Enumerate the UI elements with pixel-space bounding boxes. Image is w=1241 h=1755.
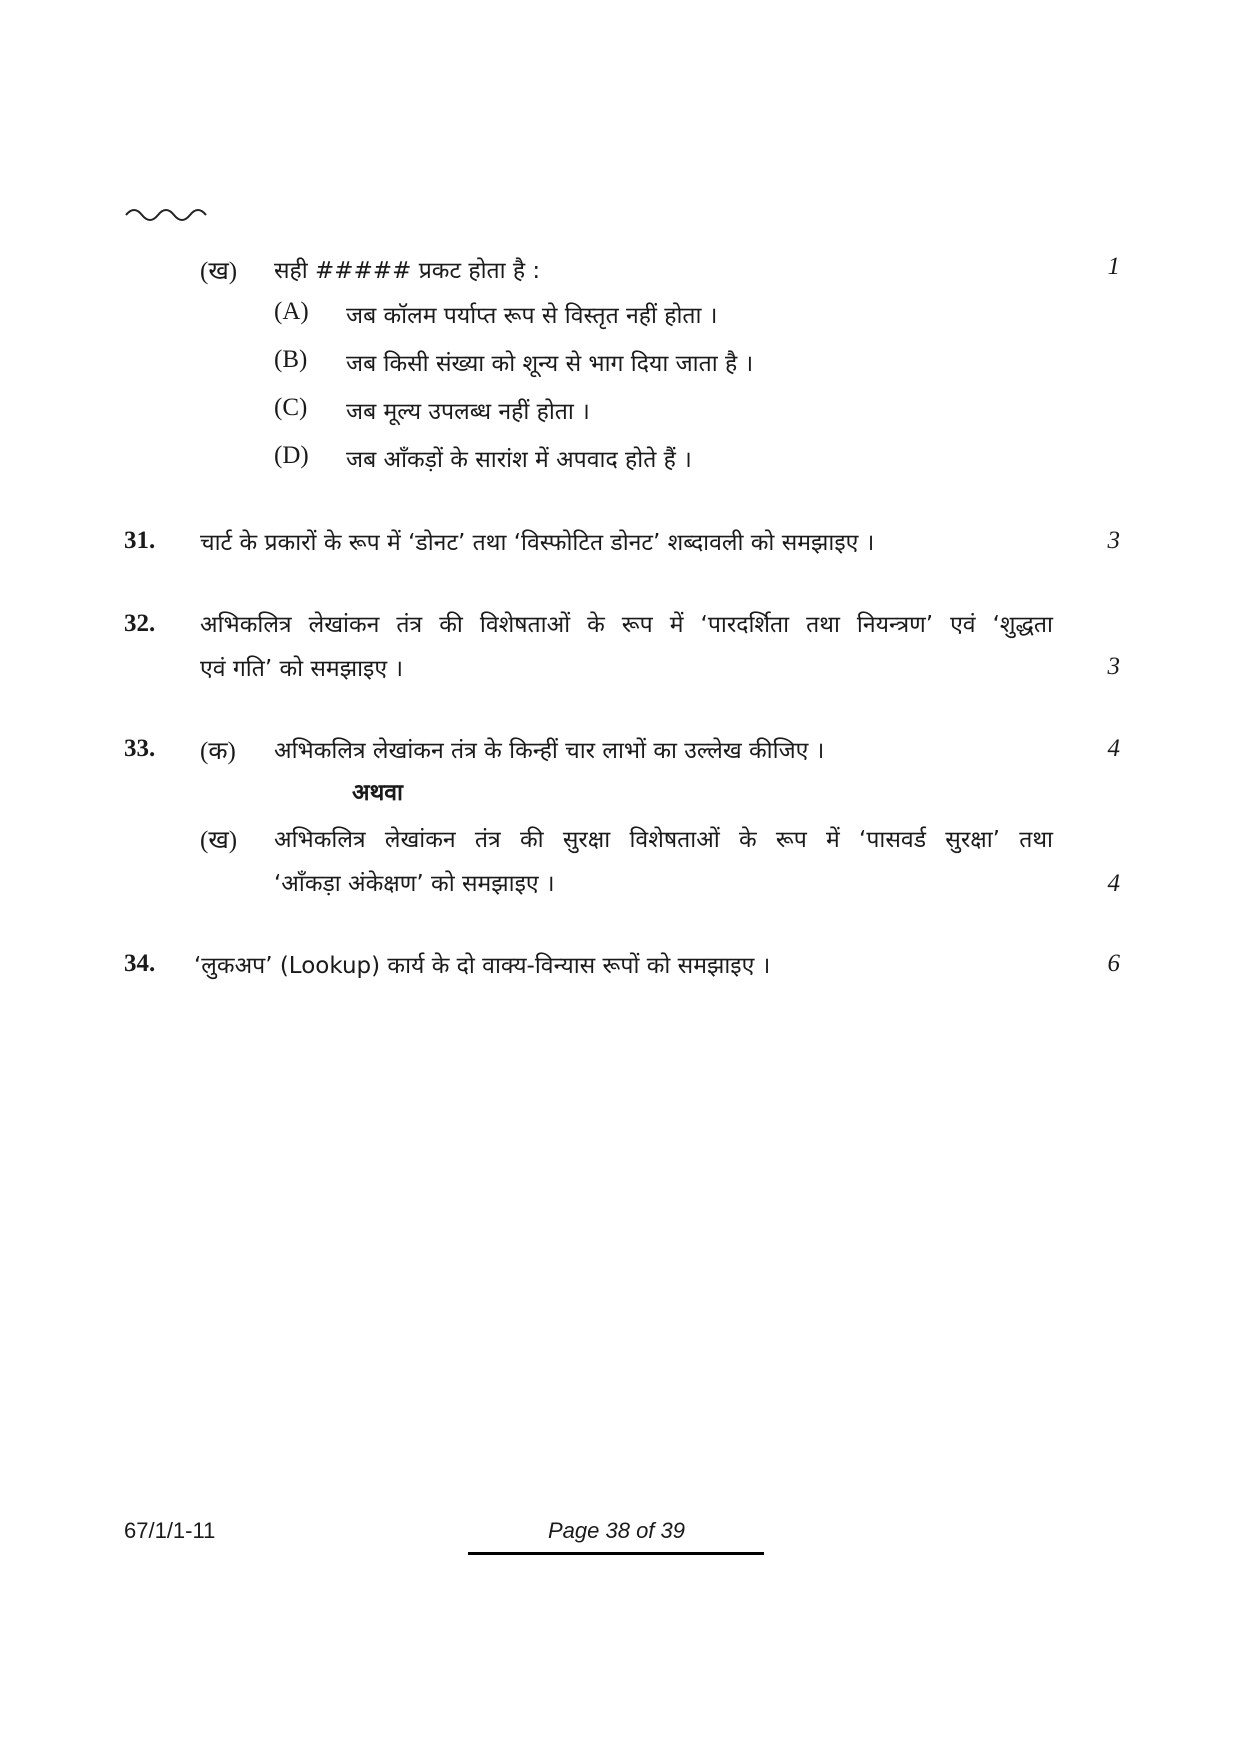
q32-number: 32. bbox=[124, 610, 156, 637]
q31-marks: 3 bbox=[1107, 527, 1120, 554]
q31-number: 31. bbox=[124, 527, 156, 554]
q30b-text: सही ##### प्रकट होता है : bbox=[274, 258, 541, 284]
q33b-marks: 4 bbox=[1107, 870, 1120, 897]
q32-line2: एवं गति’ को समझाइए । bbox=[200, 656, 404, 682]
q33a-text: अभिकलित्र लेखांकन तंत्र के किन्हीं चार लाभों का उल्लेख कीजिए । bbox=[274, 738, 825, 764]
q33a-label: (क) bbox=[200, 738, 236, 765]
q33-number: 33. bbox=[124, 735, 156, 762]
or-separator: अथवा bbox=[352, 780, 404, 806]
q34-marks: 6 bbox=[1107, 950, 1120, 977]
q33b-label: (ख) bbox=[200, 827, 238, 854]
q32-line1: अभिकलित्र लेखांकन तंत्र की विशेषताओं के रूप में ‘पारदर्शिता तथा नियन्त्रण’ एवं ‘शुद्धता bbox=[200, 612, 1053, 638]
q33b-line1: अभिकलित्र लेखांकन तंत्र की सुरक्षा विशेषताओं के रूप में ‘पासवर्ड सुरक्षा’ तथा bbox=[274, 827, 1053, 853]
option-a-label: (A) bbox=[274, 298, 309, 325]
option-b-text: जब किसी संख्या को शून्य से भाग दिया जाता है । bbox=[346, 351, 754, 377]
option-d-text: जब आँकड़ों के सारांश में अपवाद होते हैं । bbox=[346, 447, 692, 473]
paper-code: 67/1/1-11 bbox=[124, 1518, 216, 1543]
footer-rule bbox=[468, 1552, 764, 1555]
q31-text: चार्ट के प्रकारों के रूप में ‘डोनट’ तथा ‘विस्फोटित डोनट’ शब्दावली को समझाइए । bbox=[200, 530, 875, 556]
q32-marks: 3 bbox=[1107, 653, 1120, 680]
q33b-line2: ‘आँकड़ा अंकेक्षण’ को समझाइए । bbox=[274, 871, 555, 897]
option-b-label: (B) bbox=[274, 346, 308, 373]
q30b-marks: 1 bbox=[1107, 253, 1120, 280]
q33a-marks: 4 bbox=[1107, 735, 1120, 762]
q34-number: 34. bbox=[124, 950, 156, 977]
option-c-label: (C) bbox=[274, 394, 308, 421]
option-d-label: (D) bbox=[274, 442, 309, 469]
continuation-wave-icon bbox=[124, 203, 214, 223]
q34-text: ‘लुकअप’ (Lookup) कार्य के दो वाक्य-विन्यास रूपों को समझाइए । bbox=[194, 953, 771, 979]
page-number: Page 38 of 39 bbox=[548, 1518, 686, 1543]
option-c-text: जब मूल्य उपलब्ध नहीं होता । bbox=[346, 399, 590, 425]
option-a-text: जब कॉलम पर्याप्त रूप से विस्तृत नहीं होता । bbox=[346, 303, 718, 329]
q30b-label: (ख) bbox=[200, 258, 238, 285]
